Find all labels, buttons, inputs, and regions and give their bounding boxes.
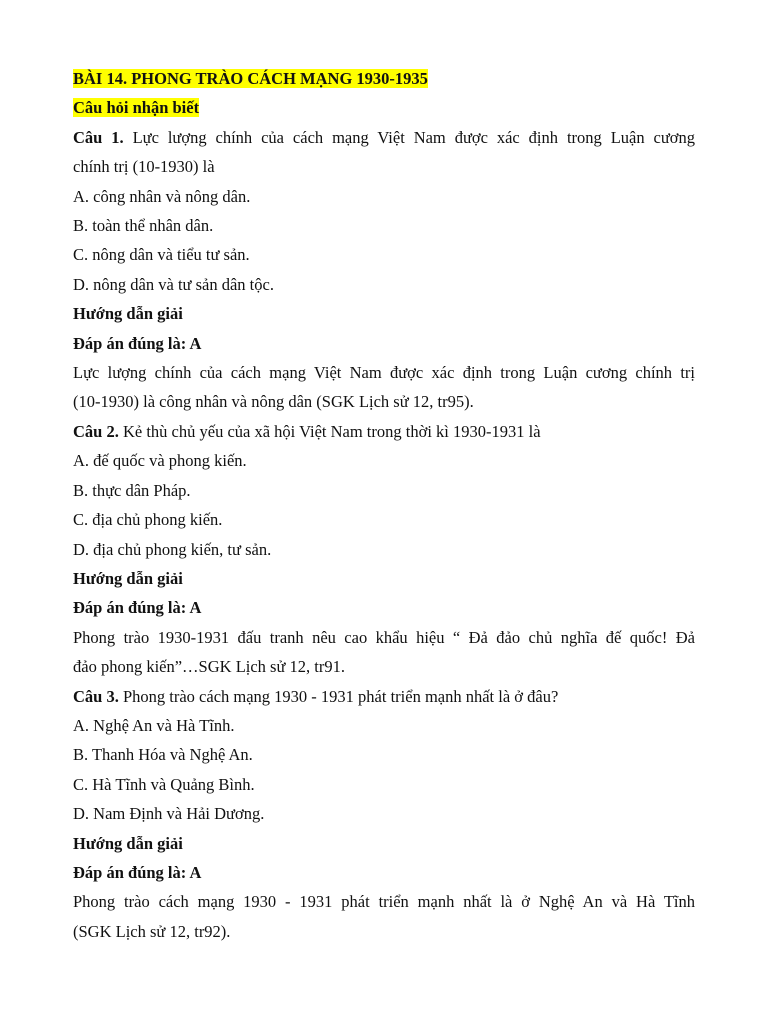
document-body xyxy=(73,64,695,946)
option-b: B. toàn thể nhân dân. xyxy=(73,216,214,236)
explanation-line: đảo phong kiến”…SGK Lịch sử 12, tr91. xyxy=(73,657,345,677)
explanation-line: Phong trào 1930-1931 đấu tranh nêu cao khẩu hiệu “ Đả đảo chủ nghĩa đế quốc! Đả xyxy=(73,627,695,647)
option-a: A. công nhân và nông dân. xyxy=(73,186,251,206)
option-b: B. thực dân Pháp. xyxy=(73,480,191,500)
option-d: D. Nam Định và Hải Dương. xyxy=(73,804,265,824)
guide-heading: Hướng dẫn giải xyxy=(73,304,183,324)
option-c: C. nông dân và tiểu tư sản. xyxy=(73,245,250,265)
question-block-3 xyxy=(73,682,695,947)
option-a: A. đế quốc và phong kiến. xyxy=(73,451,247,471)
guide-heading: Hướng dẫn giải xyxy=(73,568,183,588)
answer-line: Đáp án đúng là: A xyxy=(73,598,202,618)
explanation-line: Lực lượng chính của cách mạng Việt Nam được xác định trong Luận cương chính trị xyxy=(73,363,695,383)
option-d: D. địa chủ phong kiến, tư sản. xyxy=(73,539,272,559)
lesson-title: BÀI 14. PHONG TRÀO CÁCH MẠNG 1930-1935 xyxy=(73,69,428,88)
question-text xyxy=(73,682,695,711)
answer-line: Đáp án đúng là: A xyxy=(73,862,202,882)
option-c: C. địa chủ phong kiến. xyxy=(73,510,223,530)
question-label: Câu 1. xyxy=(73,127,124,147)
question-text-line: Phong trào cách mạng 1930 - 1931 phát triển mạnh nhất là ở đâu? xyxy=(118,686,559,706)
question-block-2 xyxy=(73,417,695,682)
option-c: C. Hà Tĩnh và Quảng Bình. xyxy=(73,774,255,794)
explanation-line: Phong trào cách mạng 1930 - 1931 phát triển mạnh nhất là ở Nghệ An và Hà Tĩnh xyxy=(73,892,695,912)
question-label: Câu 3. xyxy=(73,686,119,706)
answer-line: Đáp án đúng là: A xyxy=(73,333,202,353)
question-text-line: Kẻ thù chủ yếu của xã hội Việt Nam trong thời kì 1930-1931 là xyxy=(118,421,541,441)
option-d: D. nông dân và tư sản dân tộc. xyxy=(73,274,274,294)
question-text xyxy=(73,123,695,152)
section-heading: Câu hỏi nhận biết xyxy=(73,98,200,118)
explanation-line: (SGK Lịch sử 12, tr92). xyxy=(73,921,231,941)
question-text xyxy=(73,417,695,446)
explanation-line: (10-1930) là công nhân và nông dân (SGK Lịch sử 12, tr95). xyxy=(73,392,474,412)
option-b: B. Thanh Hóa và Nghệ An. xyxy=(73,745,253,765)
option-a: A. Nghệ An và Hà Tĩnh. xyxy=(73,715,235,735)
question-text-continued: chính trị (10-1930) là xyxy=(73,157,215,177)
question-block-1 xyxy=(73,123,695,417)
question-label: Câu 2. xyxy=(73,421,119,441)
question-text-line: Lực lượng chính của cách mạng Việt Nam được xác định trong Luận cương xyxy=(123,127,696,147)
guide-heading: Hướng dẫn giải xyxy=(73,833,183,853)
